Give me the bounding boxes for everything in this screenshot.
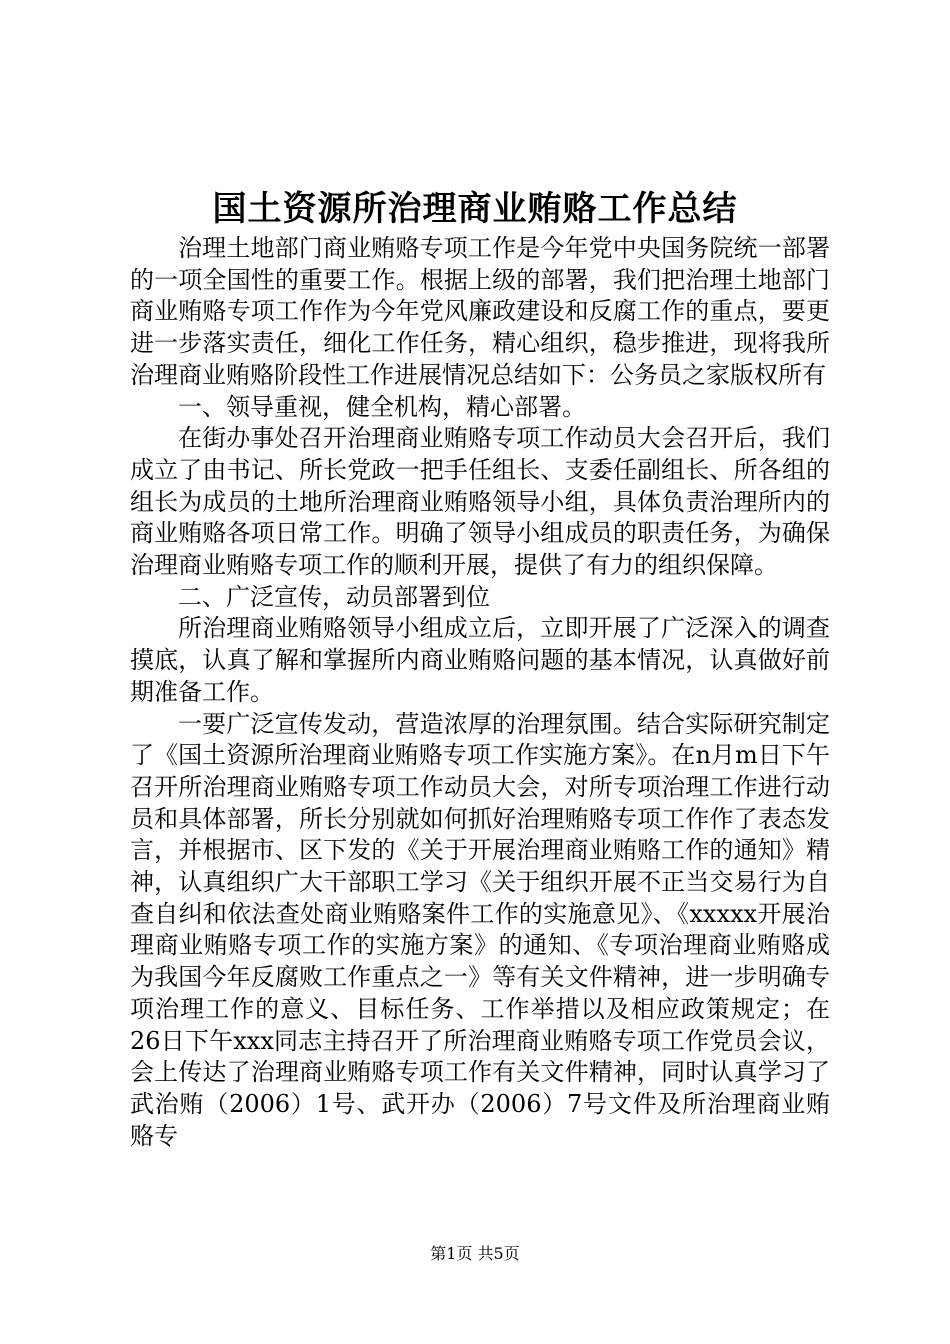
paragraph-section-2: 所治理商业贿赂领导小组成立后，立即开展了广泛深入的调查摸底，认真了解和掌握所内商业贿赂问题的基本情况，认真做好前期准备工作。: [130, 614, 830, 706]
paragraph-intro: 治理土地部门商业贿赂专项工作是今年党中央国务院统一部署的一项全国性的重要工作。根据上级的部署，我们把治理土地部门商业贿赂专项工作作为今年党风廉政建设和反腐工作的重点，要更进一步落实责任，细化工作任务，精心组织，稳步推进，现将我所治理商业贿赂阶段性工作进展情况总结如下：公务员之家版权所有: [130, 234, 830, 389]
section-heading-1: 一、领导重视，健全机构，精心部署。: [178, 392, 586, 421]
document-body: [130, 233, 830, 1152]
document-title: 国土资源所治理商业贿赂工作总结: [212, 189, 738, 229]
page-number-footer: 第1页 共5页: [430, 1244, 520, 1263]
paragraph-publicity: 一要广泛宣传发动，营造浓厚的治理氛围。结合实际研究制定了《国土资源所治理商业贿赂专项工作实施方案》。在n月m日下午召开所治理商业贿赂专项工作动员大会，对所专项治理工作进行动员和具体部署，所长分别就如何抓好治理贿赂专项工作作了表态发言，并根据市、区下发的《关于开展治理商业贿赂工作的通知》精神，认真组织广大干部职工学习《关于组织开展不正当交易行为自查自纠和依法查处商业贿赂案件工作的实施意见》、《xxxxx开展治理商业贿赂专项工作的实施方案》的通知、《专项治理商业贿赂成为我国今年反腐败工作重点之一》等有关文件精神，进一步明确专项治理工作的意义、目标任务、工作举措以及相应政策规定；在26日下午xxx同志主持召开了所治理商业贿赂专项工作党员会议，会上传达了治理商业贿赂专项工作有关文件精神，同时认真学习了武治贿（2006）1号、武开办（2006）7号文件及所治理商业贿赂专: [130, 709, 830, 1150]
section-heading-2: 二、广泛宣传，动员部署到位: [178, 582, 490, 611]
paragraph-section-1: 在街办事处召开治理商业贿赂专项工作动员大会召开后，我们成立了由书记、所长党政一把手任组长、支委任副组长、所各组的组长为成员的土地所治理商业贿赂领导小组，具体负责治理所内的商业贿赂各项日常工作。明确了领导小组成员的职责任务，为确保治理商业贿赂专项工作的顺利开展，提供了有力的组织保障。: [130, 424, 830, 580]
